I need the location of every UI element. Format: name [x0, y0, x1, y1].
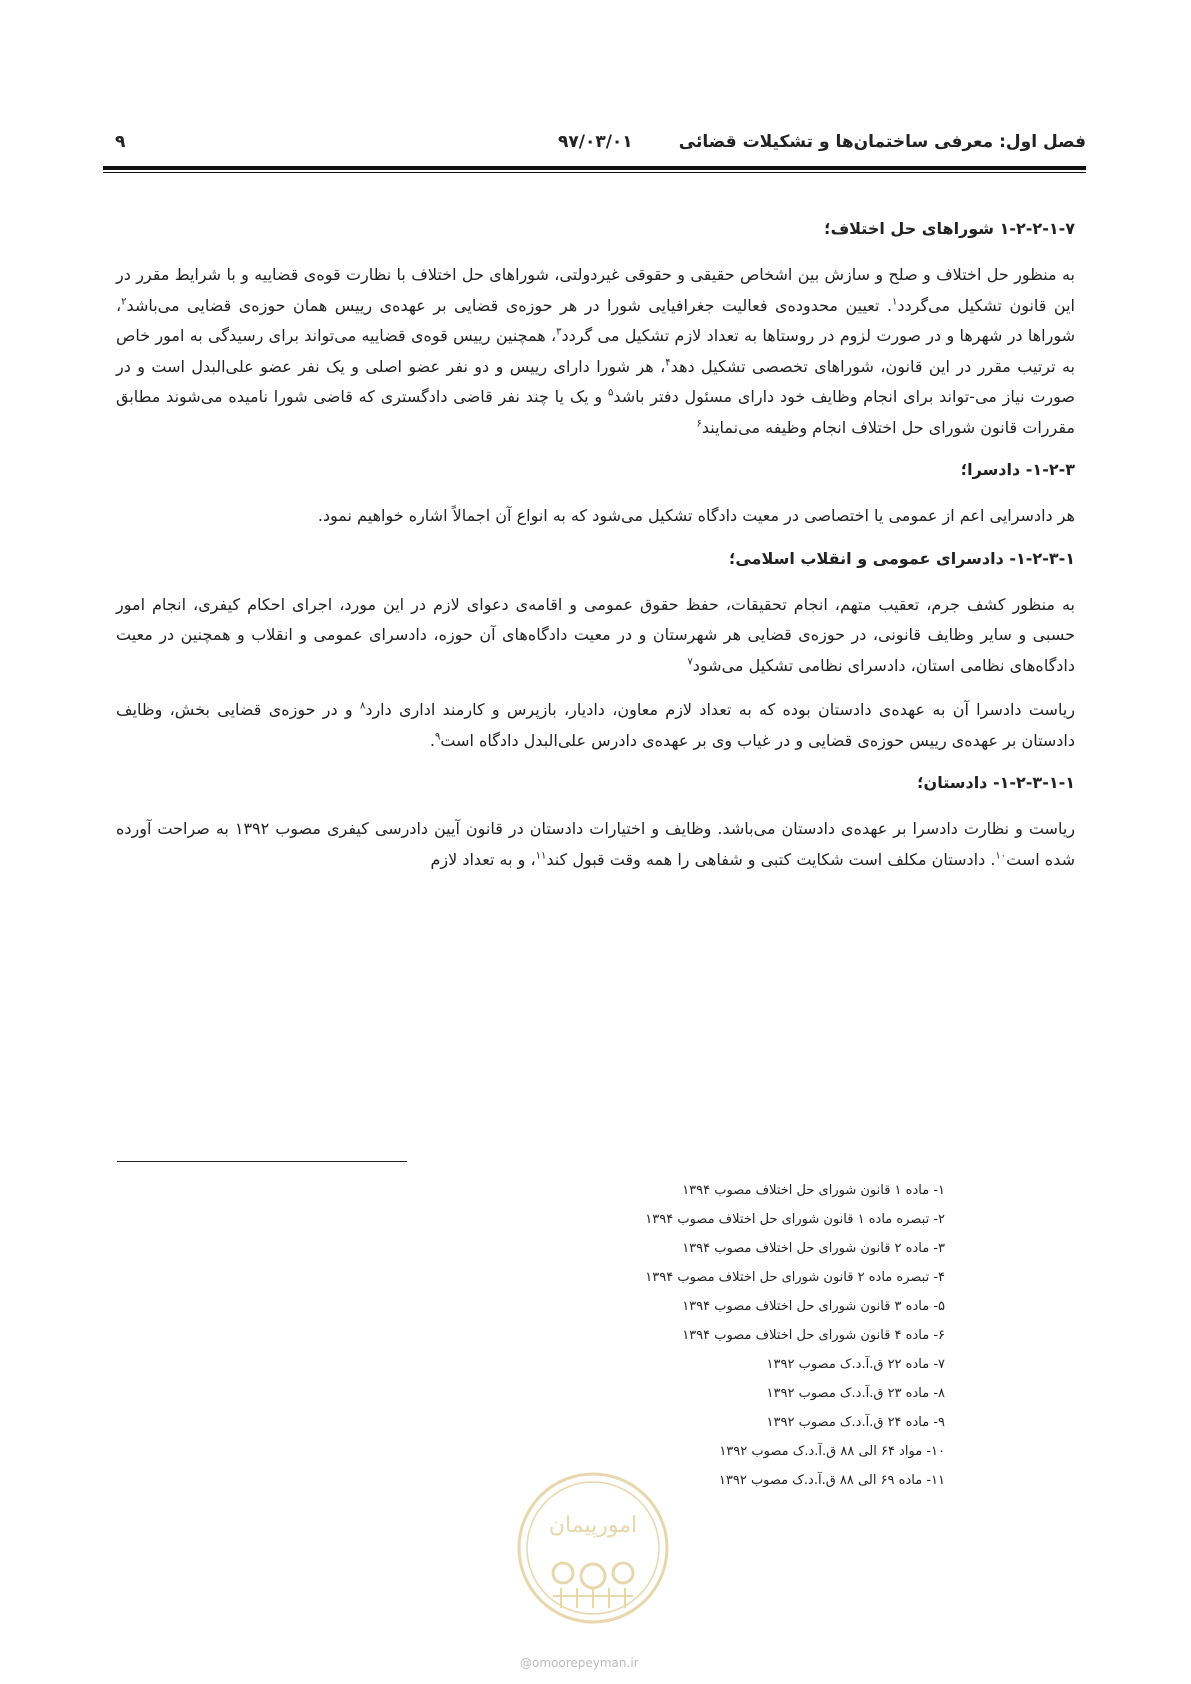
header-rule-thick: [103, 166, 1086, 170]
footnotes-list: [645, 1176, 945, 1495]
footnote-item: ۱- ماده ۱ قانون شورای حل اختلاف مصوب ۱۳۹۴: [682, 1183, 945, 1198]
header-date: ۹۷/۰۳/۰۱: [558, 132, 633, 152]
footnote-ref: ۴: [665, 357, 671, 369]
footnote-ref: ۷: [687, 656, 693, 668]
footnote-item: ۴- تبصره ماده ۲ قانون شورای حل اختلاف مصوب ۱۳۹۴: [645, 1270, 945, 1285]
paragraph-text: .: [429, 730, 435, 750]
paragraph-text: ، هر شورا دارای رییس و دو نفر عضو اصلی و یک نفر عضو علی‌البدل است و در صورت نیاز می-تواند برای انجام وظایف خود دارای مسئول دفتر باشد: [116, 356, 1076, 406]
footnote-item: ۲- تبصره ماده ۱ قانون شورای حل اختلاف مصوب ۱۳۹۴: [645, 1212, 945, 1227]
footnote-item: ۹- ماده ۲۴ ق.آ.د.ک مصوب ۱۳۹۲: [766, 1415, 945, 1430]
section-heading: ۱-۲-۳-۱- دادسرای عمومی و انقلاب اسلامی؛: [728, 548, 1075, 568]
section-heading: ۱-۲-۳-۱-۱- دادستان؛: [917, 773, 1075, 792]
footnote-ref: ۵: [607, 387, 614, 399]
paragraph-text: ، همچنین رییس قوه‌ی قضاییه می‌تواند برای رسیدگی به امور خاص به ترتیب مقرر در این قانون، شوراهای تخصصی تشکیل دهد: [116, 326, 1075, 376]
paragraph-text: و یک یا چند نفر قاضی دادگستری که قاضی شورا نامیده می‌شوند مطابق مقررات قانون شورای حل اختلاف انجام وظیفه می‌نمایند: [116, 387, 1075, 437]
watermark-website: @omoorepeyman.ir: [520, 1656, 639, 1670]
header-rule-thin: [103, 172, 1086, 173]
stamp-text: امورپیمان: [548, 1513, 638, 1538]
footnote-ref: ۱۱: [535, 850, 547, 862]
footnote-ref: ۲: [121, 296, 127, 308]
footnote-separator: [117, 1161, 407, 1162]
footnote-item: ۶- ماده ۴ قانون شورای حل اختلاف مصوب ۱۳۹۴: [682, 1328, 945, 1343]
body-paragraph: [116, 814, 1075, 875]
running-header: [103, 128, 1086, 162]
footnote-item: ۳- ماده ۲ قانون شورای حل اختلاف مصوب ۱۳۹۴: [682, 1241, 945, 1256]
paragraph-text: . دادستان مکلف است شکایت کتبی و شفاهی را همه وقت قبول کند: [546, 849, 996, 869]
footnote-item: ۱۰- مواد ۶۴ الی ۸۸ ق.آ.د.ک مصوب ۱۳۹۲: [719, 1444, 945, 1459]
footnote-ref: ۶: [696, 418, 702, 430]
paragraph-text: به منظور کشف جرم، تعقیب متهم، انجام تحقیقات، حفظ حقوق عمومی و اقامه‌ی دعوای لازم در این مورد، اجرای احکام کیفری، انجام امور حسبی و سایر وظایف قانونی، در حوزه‌ی قضایی هر شهرستان و در معیت دادگاه‌های آن حوزه، دادسرای عمومی و انقلاب و همچنین در معیت دادگاه‌های نظامی استان، دادسرای نظامی تشکیل می‌شود: [116, 594, 1075, 675]
body-paragraph: [116, 260, 1075, 443]
footnote-ref: ۹: [434, 731, 441, 743]
watermark-stamp-icon: [513, 1468, 673, 1628]
paragraph-text: به منظور حل اختلاف و صلح و سازش بین اشخاص حقیقی و حقوقی غیردولتی، شوراهای حل اختلاف با نظارت قوه‌ی قضاییه و با شرایط مقرر در این قانون تشکیل می‌گردد: [116, 265, 1076, 315]
footnote-ref: ۱۰: [995, 850, 1007, 862]
footnote-item: ۱۱- ماده ۶۹ الی ۸۸ ق.آ.د.ک مصوب ۱۳۹۲: [718, 1473, 945, 1488]
body-text: [116, 216, 1075, 889]
footnote-item: ۵- ماده ۳ قانون شورای حل اختلاف مصوب ۱۳۹۴: [682, 1299, 945, 1314]
paragraph-text: هر دادسرایی اعم از عمومی یا اختصاصی در معیت دادگاه تشکیل می‌شود که به انواع آن اجمالاً اشاره خواهیم نمود.: [317, 506, 1075, 525]
section-heading: ۱-۲-۲-۱-۷ شوراهای حل اختلاف؛: [824, 219, 1075, 238]
page-number: ۹: [115, 132, 126, 152]
paragraph-text: . تعیین محدوده‌ی فعالیت جغرافیایی شورا در هر حوزه‌ی قضایی بر عهده‌ی رییس همان حوزه‌ی قضایی می‌باشد: [126, 295, 893, 315]
footnote-item: ۷- ماده ۲۲ ق.آ.د.ک مصوب ۱۳۹۲: [766, 1357, 945, 1372]
paragraph-text: و در حوزه‌ی قضایی بخش، وظایف دادستان بر عهده‌ی رییس حوزه‌ی قضایی و در غیاب وی بر عهده‌ی دادرس علی‌البدل دادگاه است: [116, 700, 1075, 750]
chapter-title: فصل اول: معرفی ساختمان‌ها و تشکیلات قضائی: [678, 132, 1086, 152]
body-paragraph: [116, 695, 1075, 756]
paragraph-text: ریاست و نظارت دادسرا بر عهده‌ی دادستان می‌باشد. وظایف و اختیارات دادستان در قانون آیین دادرسی کیفری مصوب ۱۳۹۲ به صراحت آورده شده است: [116, 819, 1076, 869]
footnote-ref: ۳: [556, 326, 562, 338]
body-paragraph: [116, 590, 1075, 682]
paragraph-text: ، شوراها در شهرها و در صورت لزوم در روستاها به تعداد لازم تشکیل می گردد: [116, 295, 1076, 345]
footnote-item: ۸- ماده ۲۳ ق.آ.د.ک مصوب ۱۳۹۲: [766, 1386, 945, 1401]
footnote-ref: ۸: [359, 700, 366, 712]
paragraph-text: ، و به تعداد لازم: [430, 849, 536, 869]
section-heading: ۱-۲-۳- دادسرا؛: [960, 460, 1075, 479]
paragraph-text: ریاست دادسرا آن به عهده‌ی دادستان بوده که به تعداد لازم معاون، دادیار، بازپرس و کارمند اداری دارد: [365, 700, 1075, 719]
body-paragraph: [116, 501, 1075, 532]
footnote-ref: ۱: [892, 296, 898, 308]
